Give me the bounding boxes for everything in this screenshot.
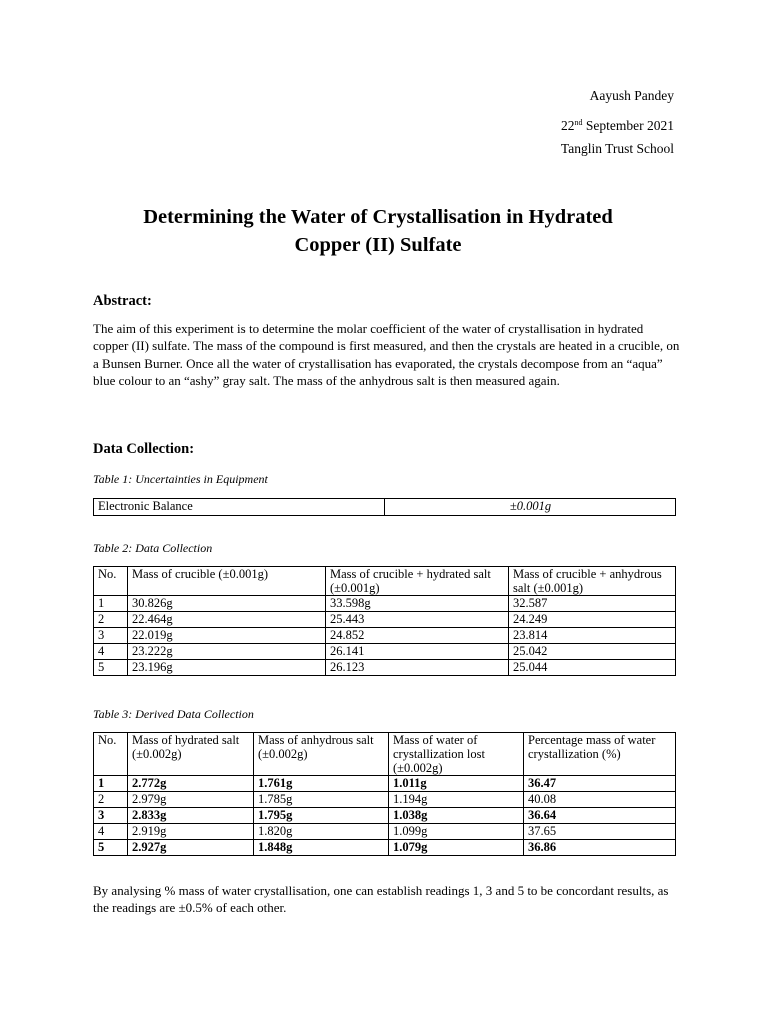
table-cell: 1.099g (389, 824, 524, 840)
table-cell: 23.814 (509, 628, 676, 644)
table-cell: 4 (94, 824, 128, 840)
table-cell: 22.019g (128, 628, 326, 644)
table-cell: 23.196g (128, 660, 326, 676)
date-suffix: nd (574, 117, 583, 127)
page-title (80, 203, 676, 259)
table-header-cell: Mass of anhydrous salt (±0.002g) (254, 733, 389, 776)
table-cell: 36.86 (524, 840, 676, 856)
table-cell: 4 (94, 644, 128, 660)
table-cell: 32.587 (509, 596, 676, 612)
report-date (561, 113, 674, 140)
table-cell: 3 (94, 628, 128, 644)
table-cell: 2.979g (128, 792, 254, 808)
table-cell: 1.011g (389, 776, 524, 792)
table-cell: 30.826g (128, 596, 326, 612)
equipment-uncertainty: ±0.001g (385, 499, 676, 516)
table-row (94, 824, 676, 840)
header-block (561, 86, 674, 166)
table-header-row (94, 733, 676, 776)
school-name: Tanglin Trust School (560, 141, 674, 156)
table-cell: 1 (94, 776, 128, 792)
data-collection-heading: Data Collection: (93, 441, 195, 457)
table-cell: 2.772g (128, 776, 254, 792)
table-row-concordant (94, 808, 676, 824)
table-header-row (94, 567, 676, 596)
table-row (94, 628, 676, 644)
table-cell: 3 (94, 808, 128, 824)
abstract-heading: Abstract: (93, 293, 152, 309)
table-header-cell: Mass of crucible + anhydrous salt (±0.001g) (509, 567, 676, 596)
table-cell: 1.848g (254, 840, 389, 856)
data-collection-table (93, 566, 676, 676)
table-header-cell: No. (94, 733, 128, 776)
table-cell: 1.038g (389, 808, 524, 824)
table-cell: 40.08 (524, 792, 676, 808)
table-cell: 1.795g (254, 808, 389, 824)
table-cell: 1.194g (389, 792, 524, 808)
table-row (94, 660, 676, 676)
table-header-cell: Mass of crucible (±0.001g) (128, 567, 326, 596)
table-cell: 1 (94, 596, 128, 612)
table2-caption: Table 2: Data Collection (93, 541, 213, 555)
table-cell: 5 (94, 660, 128, 676)
table-cell: 22.464g (128, 612, 326, 628)
table-cell: 25.044 (509, 660, 676, 676)
table-cell: 2 (94, 792, 128, 808)
table-row (94, 596, 676, 612)
table-cell: 26.123 (326, 660, 509, 676)
table-cell: 24.249 (509, 612, 676, 628)
table-cell: 33.598g (326, 596, 509, 612)
table-cell: 1.820g (254, 824, 389, 840)
table-cell: 2.919g (128, 824, 254, 840)
table-cell: 25.042 (509, 644, 676, 660)
table-cell: 37.65 (524, 824, 676, 840)
title-line-1: Determining the Water of Crystallisation in Hydrated (143, 206, 613, 228)
uncertainty-table (93, 498, 676, 516)
table-cell: 24.852 (326, 628, 509, 644)
table-header-cell: Percentage mass of water crystallization (%) (524, 733, 676, 776)
abstract-text: The aim of this experiment is to determine the molar coefficient of the water of crystallisation in hydrated copper (II) sulfate. The mass of the compound is first measured, and then the crystals are heated in a crucible, on a Bunsen Burner. Once all the water of crystallisation has evaporated, the crystals decompose from an “aqua” blue colour to an “ashy” gray salt. The mass of the anhydrous salt is then measured again. (93, 321, 680, 388)
equipment-label: Electronic Balance (94, 499, 385, 516)
table-header-cell: Mass of hydrated salt (±0.002g) (128, 733, 254, 776)
table-cell: 2.833g (128, 808, 254, 824)
table-row (94, 644, 676, 660)
table-cell: 23.222g (128, 644, 326, 660)
table-row (94, 499, 676, 516)
table-header-cell: Mass of crucible + hydrated salt (±0.001g) (326, 567, 509, 596)
table-cell: 1.785g (254, 792, 389, 808)
table-cell: 36.47 (524, 776, 676, 792)
table-cell: 36.64 (524, 808, 676, 824)
derived-data-table (93, 732, 676, 856)
table-header-cell: No. (94, 567, 128, 596)
table-cell: 5 (94, 840, 128, 856)
table-header-cell: Mass of water of crystallization lost (±0.002g) (389, 733, 524, 776)
table-row-concordant (94, 776, 676, 792)
table-row-concordant (94, 840, 676, 856)
date-rest: September 2021 (582, 117, 674, 133)
table-row (94, 792, 676, 808)
table1-caption: Table 1: Uncertainties in Equipment (93, 472, 268, 486)
table-cell: 2 (94, 612, 128, 628)
table3-caption: Table 3: Derived Data Collection (93, 707, 254, 721)
table-cell: 1.761g (254, 776, 389, 792)
author-name: Aayush Pandey (589, 88, 674, 103)
table-cell: 25.443 (326, 612, 509, 628)
conclusion-text: By analysing % mass of water crystallisation, one can establish readings 1, 3 and 5 to be concordant results, as the readings are ±0.5% of each other. (93, 883, 669, 916)
table-row (94, 612, 676, 628)
table-cell: 26.141 (326, 644, 509, 660)
table-cell: 1.079g (389, 840, 524, 856)
table-cell: 2.927g (128, 840, 254, 856)
title-line-2: Copper (II) Sulfate (294, 234, 462, 256)
date-day: 22 (561, 117, 575, 133)
